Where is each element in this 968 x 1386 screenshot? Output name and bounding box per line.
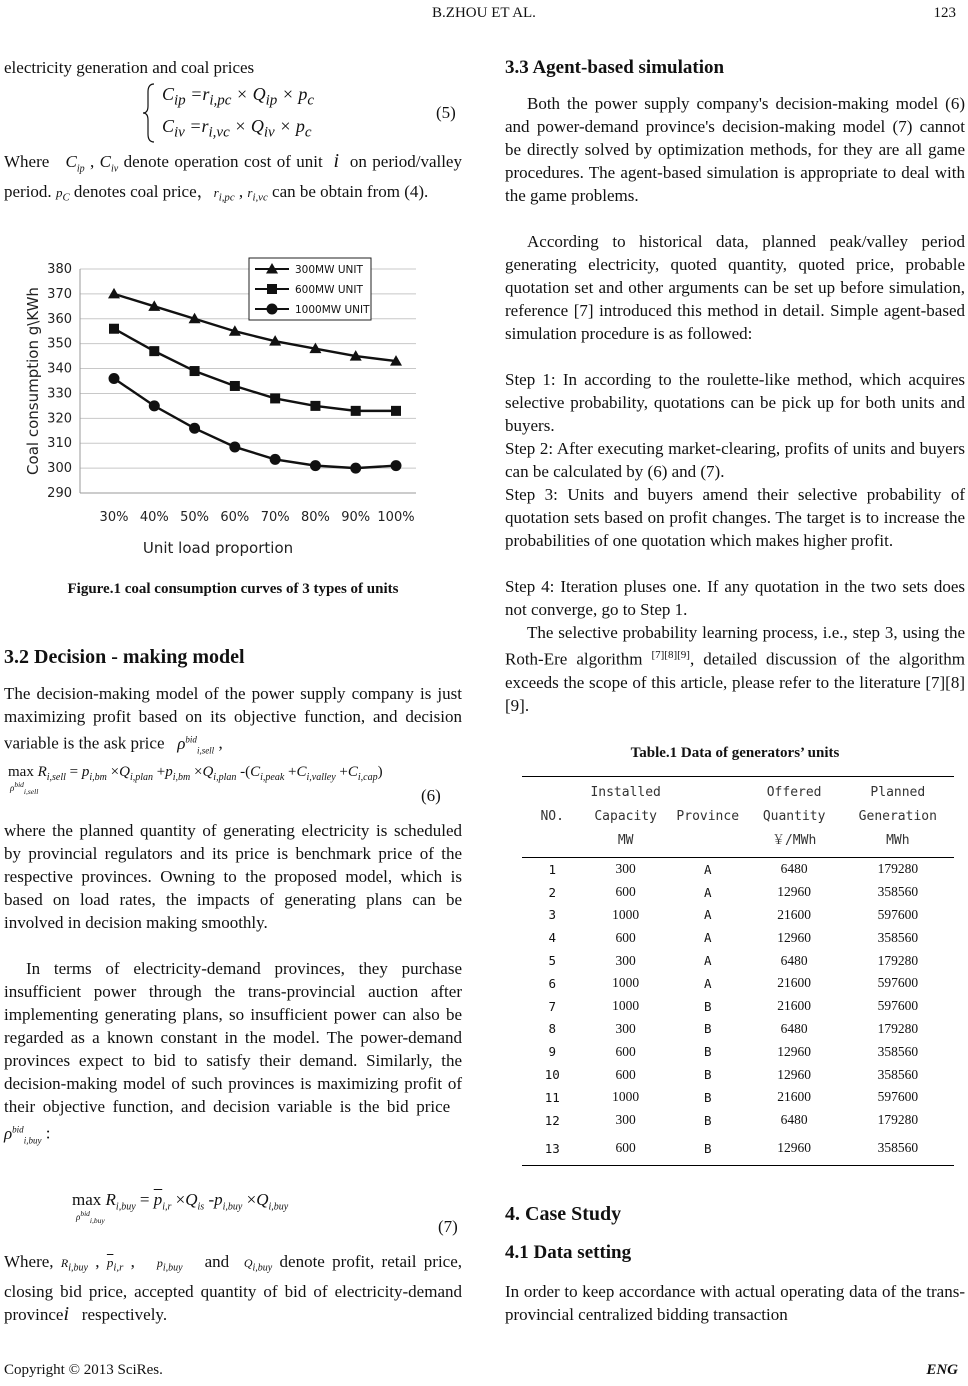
data-point bbox=[189, 423, 200, 434]
roth-erev-paragraph: The selective probability learning process, i.e., step 3, using the Roth-Ere algorithm [7][8][9], detailed discussion of the algorithm exceeds the scope of this article, please refer to the literature [7][8][9]. bbox=[505, 623, 965, 715]
y-tick-label: 300 bbox=[47, 461, 72, 477]
table-cell: B bbox=[703, 1112, 712, 1128]
table-cell: B bbox=[703, 1044, 712, 1060]
x-axis-label: Unit load proportion bbox=[142, 539, 294, 557]
table-header-2: Province bbox=[669, 777, 747, 858]
table-cell: 21600 bbox=[777, 1089, 811, 1105]
data-point bbox=[229, 441, 240, 452]
legend-label: 300MW UNIT bbox=[295, 264, 363, 276]
x-tick-label: 40% bbox=[139, 510, 169, 525]
x-tick-label: 90% bbox=[341, 510, 371, 525]
agent-paragraph-1: Both the power supply company's decision-making model (6) and power-demand province's decision-making model (7) cannot be directly solved by optimization methods, for they are all game procedures. The agent-based simulation is appropriate to deal with the game problems. bbox=[505, 94, 965, 205]
series-line-1 bbox=[114, 329, 396, 411]
table-cell: 600 bbox=[615, 1066, 636, 1082]
data-point bbox=[310, 401, 320, 411]
intro-line: electricity generation and coal prices bbox=[4, 58, 255, 77]
table-cell: 600 bbox=[582, 1132, 668, 1166]
footer-copyright: Copyright © 2013 SciRes. bbox=[4, 1362, 163, 1378]
table-cell: 300 bbox=[615, 861, 636, 877]
table-cell: 179280 bbox=[877, 952, 919, 968]
data-point bbox=[350, 463, 361, 474]
legend-label: 600MW UNIT bbox=[295, 284, 363, 296]
table-cell: 12 bbox=[544, 1112, 560, 1128]
data-point bbox=[149, 346, 159, 356]
table-cell: 179280 bbox=[877, 861, 919, 877]
table-cell: 3 bbox=[548, 907, 556, 923]
legend-marker bbox=[267, 304, 278, 315]
table-row bbox=[522, 1018, 954, 1041]
table-row bbox=[522, 1109, 954, 1132]
table-cell: 597600 bbox=[877, 1089, 919, 1105]
legend-label: 1000MW UNIT bbox=[295, 304, 370, 316]
table-cell: 1 bbox=[548, 861, 556, 877]
table-cell: 21600 bbox=[777, 906, 811, 922]
table-cell: 1000 bbox=[612, 906, 640, 922]
section-4-1-title: 4.1 Data setting bbox=[505, 1242, 632, 1263]
table-row bbox=[522, 995, 954, 1018]
table-cell: 13 bbox=[522, 1132, 582, 1166]
step-4: Step 4: Iteration pluses one. If any quotation in the two sets does not converge, go to Step 1. bbox=[505, 577, 965, 619]
table-cell: 12960 bbox=[777, 1066, 811, 1082]
data-point bbox=[149, 400, 160, 411]
data-point bbox=[391, 406, 401, 416]
table-cell: A bbox=[703, 861, 712, 877]
table-cell: 7 bbox=[548, 998, 556, 1014]
table-row bbox=[522, 1063, 954, 1086]
section-4-title: 4. Case Study bbox=[505, 1203, 622, 1225]
equation-6: $\max R_{i,sell} = p_{i,bm} \times Q_{i,plan} +p_{i,bm} \times Q_{i,plan}$ $-(C_{i,peak} +C_{i,valley} +C_{i,cap})$ $\rho^{bid}_{i,sell}$ bbox=[8, 764, 383, 796]
y-axis-label: Coal consumption g\KWh bbox=[24, 287, 42, 475]
table-cell: 6480 bbox=[780, 1020, 808, 1036]
table-row bbox=[522, 1132, 954, 1166]
citation: [7][8][9] bbox=[651, 649, 690, 661]
table-cell: 21600 bbox=[777, 975, 811, 991]
table-cell: 1000 bbox=[612, 998, 640, 1014]
planned-quantity-paragraph: where the planned quantity of generating electricity is scheduled by provincial regulators and its price is benchmark price of the respective provinces. Owning to the proposed model, which is based on load rates, the impacts of generating plans can be involved in decision making smoothly. bbox=[4, 821, 462, 932]
table-cell: 2 bbox=[548, 884, 556, 900]
data-setting-paragraph: In order to keep accordance with actual operating data of the trans-provincial centralized bidding transaction bbox=[505, 1282, 965, 1324]
y-tick-label: 380 bbox=[47, 262, 72, 277]
equation-7-number: (7) bbox=[438, 1217, 458, 1236]
section-3-2-title: 3.2 Decision - making model bbox=[4, 646, 245, 668]
x-tick-label: 80% bbox=[300, 510, 330, 525]
table-header-4: Planned Generation MWh bbox=[842, 777, 954, 858]
y-tick-label: 330 bbox=[47, 386, 72, 402]
table-cell: 6480 bbox=[780, 952, 808, 968]
x-tick-label: 30% bbox=[99, 510, 129, 525]
table-cell: 179280 bbox=[877, 1020, 919, 1036]
y-tick-label: 320 bbox=[47, 411, 72, 427]
table-cell: A bbox=[703, 953, 712, 969]
running-head: B.ZHOU ET AL. bbox=[432, 5, 536, 21]
demand-provinces-paragraph: In terms of electricity-demand provinces, they purchase insufficient power through the trans-provincial auction after implementing generating plans, so insufficient power can also be regarded as a known constant in the model. The power-demand provinces expect to bid to satisfy their demand. Similarly, the decision-making model of such provinces is maximizing profit of their objective function, and decision variable is the bid price $\rho^{bid}_{i,buy}$ : bbox=[4, 959, 462, 1146]
y-tick-label: 370 bbox=[47, 286, 72, 302]
table-cell: 4 bbox=[548, 930, 556, 946]
table-cell: 600 bbox=[615, 1043, 636, 1059]
table-cell: 1000 bbox=[612, 975, 640, 991]
table-caption: Table.1 Data of generators’ units bbox=[630, 745, 840, 761]
table-header-0: NO. bbox=[522, 777, 582, 858]
table-cell: A bbox=[703, 930, 712, 946]
legend-marker bbox=[267, 284, 277, 294]
table-row bbox=[522, 926, 954, 949]
step-2: Step 2: After executing market-clearing, profits of units and buyers can be calculated by (6) and (7). bbox=[505, 439, 965, 481]
table-cell: 358560 bbox=[877, 884, 919, 900]
data-point bbox=[351, 406, 361, 416]
equation-5-explanation: Where $C_{ip}$ , $C_{iv}$ denote operation cost of unit i on period/valley period. $p_C$ denotes coal price，$r_{i,pc}$ , $r_{i,vc}$ can be obtain from (4). bbox=[4, 150, 462, 204]
table-header-1: Installed Capacity MW bbox=[582, 777, 668, 858]
x-tick-label: 70% bbox=[260, 510, 290, 525]
table-row bbox=[522, 881, 954, 904]
table-cell: 12960 bbox=[777, 884, 811, 900]
step-1: Step 1: In according to the roulette-like method, which acquires selective probability, quotations can be pick up for both units and buyers. bbox=[505, 370, 965, 435]
table-cell: B bbox=[669, 1132, 747, 1166]
data-point bbox=[270, 393, 280, 403]
table-cell: 358560 bbox=[877, 1066, 919, 1082]
data-point bbox=[108, 288, 120, 299]
table-cell: A bbox=[703, 907, 712, 923]
data-point bbox=[270, 454, 281, 465]
section-3-3-title: 3.3 Agent-based simulation bbox=[505, 57, 725, 78]
x-tick-label: 60% bbox=[220, 510, 250, 525]
data-point bbox=[109, 373, 120, 384]
table-cell: B bbox=[703, 998, 712, 1014]
table-cell: 300 bbox=[615, 1112, 636, 1128]
data-point bbox=[109, 324, 119, 334]
table-cell: 300 bbox=[615, 952, 636, 968]
table-cell: 358560 bbox=[877, 1043, 919, 1059]
equation-brace bbox=[142, 82, 156, 144]
equation-5 bbox=[142, 82, 462, 144]
table-cell: 597600 bbox=[877, 998, 919, 1014]
y-tick-label: 360 bbox=[47, 311, 72, 327]
table-cell: 6480 bbox=[780, 1112, 808, 1128]
x-tick-label: 100% bbox=[377, 510, 415, 525]
table-row bbox=[522, 904, 954, 927]
table-cell: 358560 bbox=[842, 1132, 954, 1166]
table-row bbox=[522, 972, 954, 995]
data-point bbox=[310, 460, 321, 471]
page-number: 123 bbox=[933, 5, 956, 21]
data-point bbox=[391, 460, 402, 471]
table-cell: 8 bbox=[548, 1021, 556, 1037]
table-cell: 6 bbox=[548, 975, 556, 991]
table-cell: B bbox=[703, 1021, 712, 1037]
table-cell: 9 bbox=[548, 1044, 556, 1060]
data-point bbox=[190, 366, 200, 376]
table-cell: 597600 bbox=[877, 975, 919, 991]
table-cell: 11 bbox=[544, 1089, 560, 1105]
y-tick-label: 290 bbox=[47, 486, 72, 501]
equation-5-line1: $C_{ip} =r_{i,pc} \times Q_{ip} \times p_c$ bbox=[162, 84, 315, 109]
equation-7: $\max R_{i,buy} = \overline{p}_{i,r} \times Q_{is}$ $-p_{i,buy} \times Q_{i,buy}$ $\rho^{bid}_{i,buy}$ bbox=[72, 1190, 289, 1226]
table-cell: 6480 bbox=[780, 861, 808, 877]
y-tick-label: 340 bbox=[47, 361, 72, 377]
coal-consumption-chart bbox=[20, 255, 450, 560]
table-cell: 21600 bbox=[777, 998, 811, 1014]
step-3: Step 3: Units and buyers amend their selective probability of quotation sets based on profit changes. The target is to increase the probabilities of one quotation which makes higher profit. bbox=[505, 485, 965, 550]
figure-caption: Figure.1 coal consumption curves of 3 types of units bbox=[67, 581, 399, 597]
table-row bbox=[522, 1040, 954, 1063]
table-cell: 179280 bbox=[877, 1112, 919, 1128]
table-cell: 1000 bbox=[612, 1089, 640, 1105]
equation-5-number: (5) bbox=[436, 103, 456, 122]
table-cell: 12960 bbox=[777, 929, 811, 945]
y-tick-label: 310 bbox=[47, 436, 72, 452]
y-tick-label: 350 bbox=[47, 336, 72, 352]
equation-6-number: (6) bbox=[421, 786, 441, 805]
table-cell: B bbox=[703, 1089, 712, 1105]
table-row bbox=[522, 1086, 954, 1109]
table-cell: 12960 bbox=[747, 1132, 842, 1166]
table-cell: A bbox=[703, 884, 712, 900]
table-cell: 300 bbox=[615, 1020, 636, 1036]
table-cell: A bbox=[703, 975, 712, 991]
table-cell: 5 bbox=[548, 953, 556, 969]
table-cell: 12960 bbox=[777, 1043, 811, 1059]
table-row bbox=[522, 858, 954, 881]
data-point bbox=[230, 381, 240, 391]
table-cell: 600 bbox=[615, 884, 636, 900]
footer-journal: ENG bbox=[926, 1362, 958, 1378]
agent-paragraph-2: According to historical data, planned peak/valley period generating electricity, quoted quantity, quoted price, probable quotation set and other arguments can be set up before simulation, reference [7] introduced this method in detail. Simple agent-based simulation procedure is as followed: bbox=[505, 232, 965, 343]
generators-table bbox=[522, 776, 954, 1166]
table-cell: 597600 bbox=[877, 906, 919, 922]
table-row bbox=[522, 949, 954, 972]
table-cell: 358560 bbox=[877, 929, 919, 945]
table-cell: 10 bbox=[544, 1067, 560, 1083]
x-tick-label: 50% bbox=[180, 510, 210, 525]
table-cell: 600 bbox=[615, 929, 636, 945]
table-header-3: Offered Quantity ￥/MWh bbox=[747, 777, 842, 858]
table-cell: B bbox=[703, 1067, 712, 1083]
equation-5-line2: $C_{iv} =r_{i,vc} \times Q_{iv} \times p_c$ bbox=[162, 116, 312, 141]
equation-7-explanation: Where, $R_{i,buy}$ , $\overline{p}_{i,r}$ , $p_{i,buy}$ and $Q_{i,buy}$ denote profit, retail price, closing bid price, accepted quantity of bid of electricity-demand provincei respectively. bbox=[4, 1252, 463, 1325]
decision-model-paragraph: The decision-making model of the power supply company is just maximizing profit based on its objective function, and decision variable is the ask price $\rho^{bid}_{i,sell}$ , bbox=[4, 684, 462, 756]
